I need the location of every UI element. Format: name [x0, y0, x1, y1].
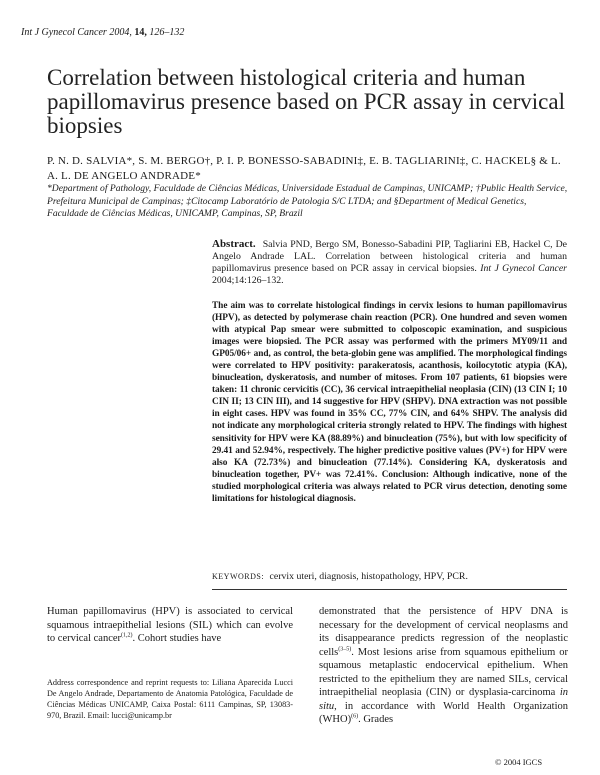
intro-col1-ref: (1,2) — [121, 632, 133, 639]
section-divider — [212, 589, 567, 590]
abstract-citation-tail: 2004;14:126–132. — [212, 275, 284, 286]
correspondence-note: Address correspondence and reprint requests to: Liliana Aparecida Lucci De Angelo Andrade, Departamento de Anatomia Patológica, Faculdade de Ciências Médicas UNICAMP, Caixa Postal: 6111 Campinas, SP, 13083-970, Brazil. Email: lucci@unicamp.br — [47, 678, 293, 720]
abstract-body: The aim was to correlate histological findings in cervix lesions to human papillomavirus (HPV), as detected by polymerase chain reaction (PCR). One hundred and seven women with atypical Pap smear were submitted to colposcopic examination, and suspicious images were biopsied. The PCR assay was performed with the primers MY09/11 and GP05/06+ and, as control, the beta-globin gene was amplified. The morphological findings were correlated to HPV positivity: parakeratosis, acanthosis, koilocytotic atypia (KA), binucleation, dyskeratosis, and number of mitoses. From 107 patients, 61 biopsies were taken: 11 chronic cervicitis (CC), 36 cervical intraepithelial neoplasia (CIN) (13 CIN I; 10 CIN II; 13 CIN III), and 14 suggestive for HPV (SHPV). DNA extraction was not possible in eight cases. HPV was found in 35% CC, 77% CIN, and 64% SHPV. The analysis did not indicate any morphological criteria strongly related to HPV. The findings with highest sensitivity for HPV were KA (88.89%) and binucleation (75%), but with low specificity of 29.41 and 52.94%, respectively. The higher predictive positive values (PV+) for HPV were also KA (72.73%) and binucleation (77.14%). Considering KA, dyskeratosis and binucleation together, PV+ was 72.41%. Conclusion: Although indicative, none of the studied morphological criteria was always related to PCR virus detection, denoting some limitations for histological diagnosis. — [212, 301, 567, 504]
intro-col2-a: demonstrated that the persistence of HPV DNA is necessary for the development of cervical neoplasms and its disappearance predicts regression of the neoplastic cells — [319, 606, 568, 658]
keywords-text: cervix uteri, diagnosis, histopathology, HPV, PCR. — [269, 571, 468, 582]
intro-col2-b: . Most lesions arise from squamous epithelium or squamous metaplastic endocervical epithelium. When restricted to the epithelium they are named SILs, cervical intraepithelial neoplasia (CIN) or dysplasia-carcinoma — [319, 646, 568, 698]
intro-col1-text: Human papillomavirus (HPV) is associated to cervical squamous intraepithelial lesions (SIL) which can evolve to cervical cancer — [47, 606, 293, 644]
keywords-label: KEYWORDS: — [212, 572, 265, 581]
article-title: Correlation between histological criteria and human papillomavirus presence based on PCR assay in cervical biopsies — [47, 65, 565, 138]
copyright: © 2004 IGCS — [495, 757, 543, 767]
keywords — [212, 571, 567, 582]
intro-col2-d: . Grades — [358, 714, 394, 725]
journal-volume: 14, — [134, 27, 147, 38]
journal-header — [21, 27, 184, 38]
intro-column-1 — [47, 605, 293, 646]
intro-col2-c: , in accordance with World Health Organization (WHO) — [319, 700, 568, 725]
affiliations: *Department of Pathology, Faculdade de Ciências Médicas, Universidade Estadual de Campinas, UNICAMP; †Public Health Service, Prefeitura Municipal de Campinas; ‡Citocamp Laboratório de Patologia S/C LTDA; and §Department of Medical Genetics, Faculdade de Ciências Médicas, UNICAMP, Campinas, SP, Brazil — [47, 183, 568, 219]
intro-column-2 — [319, 605, 568, 727]
abstract-label: Abstract. — [212, 238, 256, 250]
abstract-citation — [212, 238, 567, 287]
journal-name: Int J Gynecol Cancer — [21, 27, 107, 38]
abstract-citation-journal: Int J Gynecol Cancer — [480, 263, 567, 274]
intro-col2-italic: in situ — [319, 687, 568, 712]
intro-col1-tail: . Cohort studies have — [132, 633, 222, 644]
intro-col2-ref2: (6) — [351, 713, 359, 720]
journal-year: 2004, — [109, 27, 132, 38]
author-list: P. N. D. SALVIA*, S. M. BERGO†, P. I. P. BONESSO-SABADINI‡, E. B. TAGLIARINI‡, C. HACKEL§ & L. A. L. DE ANGELO ANDRADE* — [47, 155, 561, 182]
intro-col2-ref1: (3–5) — [338, 646, 352, 652]
journal-pages: 126–132 — [149, 27, 185, 38]
abstract-citation-text: Salvia PND, Bergo SM, Bonesso-Sabadini PIP, Tagliarini EB, Hackel C, De Angelo Andrade LAL. Correlation between histological criteria and human papillomavirus presence based on PCR assay in cervical biopsies. — [212, 239, 567, 274]
